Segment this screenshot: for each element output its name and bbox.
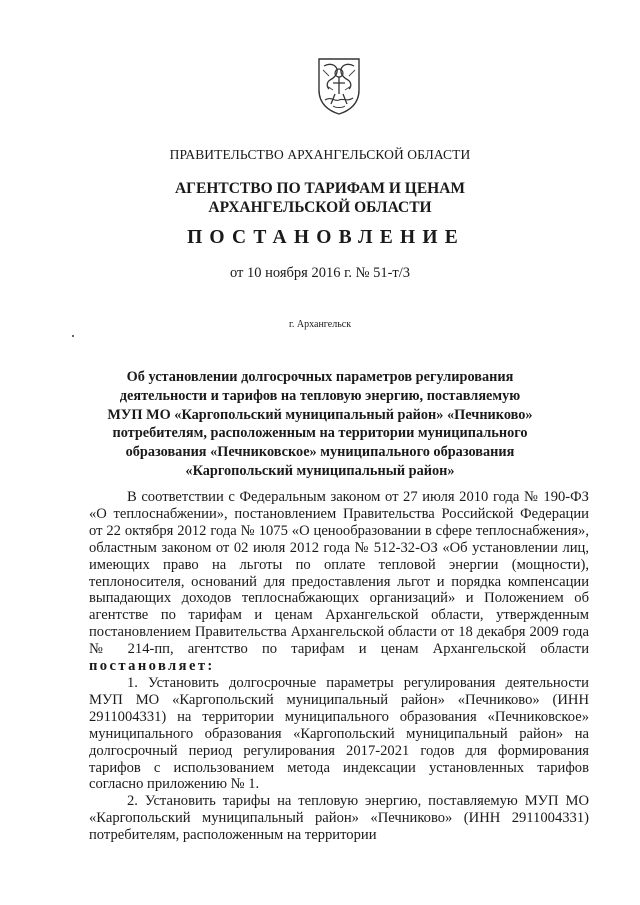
item-1-paragraph: 1. Установить долгосрочные параметры регулирования деятельности МУП МО «Каргопольский муниципальный район» «Печниково» (ИНН 2911004331) на территории муниципального образования «Печниковское» муниципального образования «Каргопольский муниципальный район» на долгосрочный период регулирования 2017-2021 годов для формирования тарифов с использованием метода индексации установленных тарифов согласно приложению № 1. <box>89 674 589 793</box>
agency-title-line2: АРХАНГЕЛЬСКОЙ ОБЛАСТИ <box>208 199 432 216</box>
date-number: от 10 ноября 2016 г. № 51-т/3 <box>229 265 411 281</box>
subject-line: потребителям, расположенным на территории муниципального <box>112 425 528 442</box>
subject-line: МУП МО «Каргопольский муниципальный район» «Печниково» <box>107 406 533 423</box>
preamble-paragraph <box>89 489 589 675</box>
preamble-text: В соответствии с Федеральным законом от 27 июля 2010 года № 190-ФЗ «О теплоснабжении», постановлением Правительства Российской Федерации от 22 октября 2012 года № 1075 «О ценообразовании в сфере теплоснабжения», областным законом от 02 июля 2012 года № 512-32-ОЗ «Об установлении лиц, имеющих право на льготы по оплате тепловой энергии (мощности), теплоносителя, оснований для предоставления льгот и порядка компенсации выпадающих доходов теплоснабжающих организаций» и Положением об агентстве по тарифам и ценам Архангельской области, утвержденным постановлением Правительства Архангельской области от 18 декабря 2009 года № 214-пп, агентство по тарифам и ценам Архангельской области <box>89 489 589 658</box>
decree-word: постановляет: <box>89 658 215 675</box>
scan-speck <box>72 335 74 337</box>
agency-title-line1: АГЕНТСТВО ПО ТАРИФАМ И ЦЕНАМ <box>174 180 466 197</box>
subject-line: Об установлении долгосрочных параметров регулирования <box>126 369 514 385</box>
document-type: ПОСТАНОВЛЕНИЕ <box>187 227 465 248</box>
subject-line: «Каргопольский муниципальный район» <box>185 462 455 479</box>
document-body <box>89 489 589 844</box>
subject-line: образования «Печниковское» муниципального образования <box>125 444 515 461</box>
government-title: ПРАВИТЕЛЬСТВО АРХАНГЕЛЬСКОЙ ОБЛАСТИ <box>169 147 471 162</box>
coat-of-arms-icon <box>315 56 363 116</box>
item-2-paragraph: 2. Установить тарифы на тепловую энергию, поставляемую МУП МО «Каргопольский муниципальный район» «Печниково» (ИНН 2911004331) потребителям, расположенным на территории <box>89 793 589 844</box>
document-subject <box>0 368 640 481</box>
city: г. Архангельск <box>288 319 352 330</box>
agency-title <box>0 179 640 217</box>
subject-line: деятельности и тарифов на тепловую энергию, поставляемую <box>119 387 521 404</box>
